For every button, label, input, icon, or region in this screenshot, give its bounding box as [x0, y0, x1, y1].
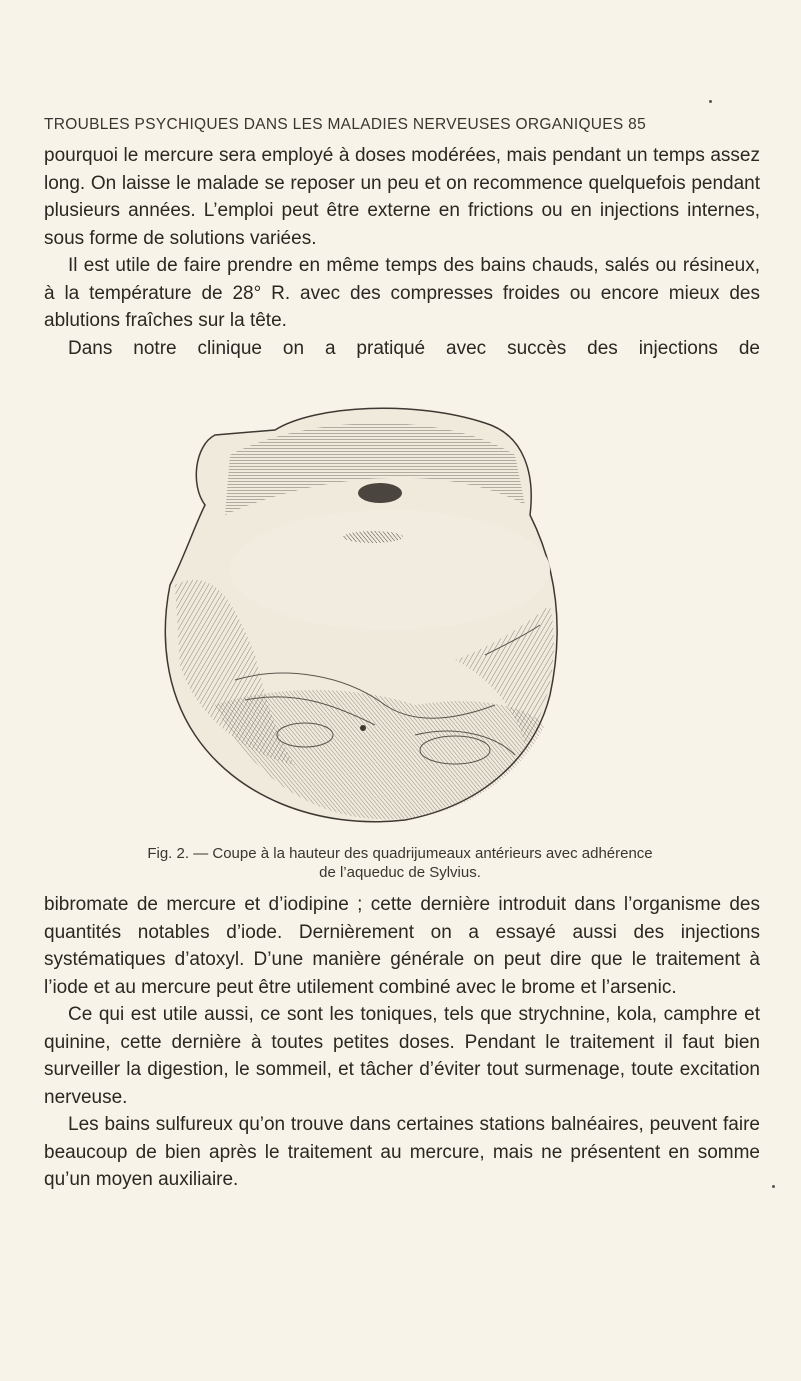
text-block-top [44, 142, 760, 362]
brain-section-illustration [155, 405, 635, 830]
caption-line: Fig. 2. — Coupe à la hauteur des quadrijumeaux antérieurs avec adhérence [147, 845, 653, 862]
paragraph: Il est utile de faire prendre en même temps des bains chauds, salés ou résineux, à la température de 28° R. avec des compresses froides ou encore mieux des ablutions fraîches sur la tête. [44, 255, 760, 331]
paragraph: Dans notre clinique on a pratiqué avec succès des injections de [68, 337, 760, 359]
paragraph: bibromate de mercure et d’iodipine ; cette dernière introduit dans l’organisme des quantités notables d’iode. Dernièrement on a essayé aussi des injections systématiques d’atoxyl. D’une manière générale on peut dire que le traitement à l’iode et au mercure peut être utilement combiné avec le brome et l’arsenic. [44, 894, 760, 998]
caption-line: de l’aqueduc de Sylvius. [319, 864, 481, 881]
paragraph: Ce qui est utile aussi, ce sont les toniques, tels que strychnine, kola, camphre et quinine, cette dernière à toutes petites doses. Pendant le traitement il faut bien surveiller la digestion, le sommeil, et tâcher d’éviter tout surmenage, toute excitation nerveuse. [44, 1004, 760, 1108]
paragraph: Les bains sulfureux qu’on trouve dans certaines stations balnéaires, peuvent faire beaucoup de bien après le traitement au mercure, mais ne présentent en somme qu’un moyen auxiliaire. [44, 1114, 760, 1190]
paragraph: pourquoi le mercure sera employé à doses modérées, mais pendant un temps assez long. On laisse le malade se reposer un peu et on recommence quelquefois pendant plusieurs années. L’emploi peut être externe en frictions ou en injections internes, sous forme de solutions variées. [44, 145, 760, 249]
figure-caption [40, 844, 760, 882]
text-block-bottom [44, 891, 760, 1194]
page-speck [709, 100, 712, 103]
running-header: TROUBLES PSYCHIQUES DANS LES MALADIES NERVEUSES ORGANIQUES 85 [44, 116, 647, 133]
page-speck [772, 1185, 775, 1188]
